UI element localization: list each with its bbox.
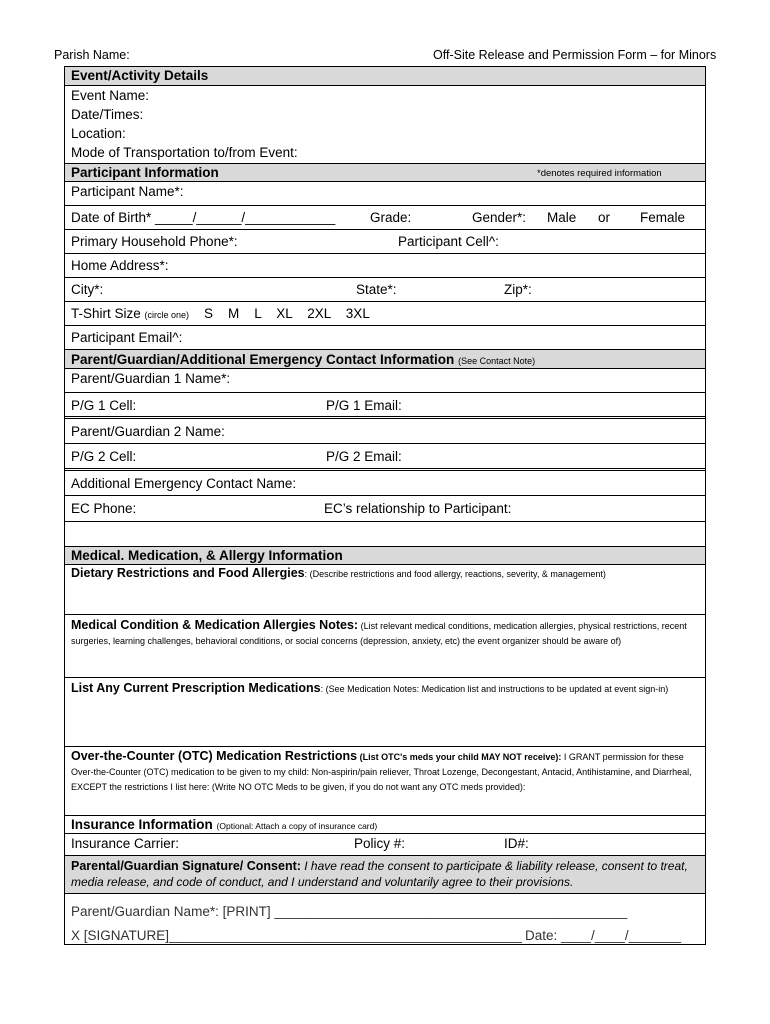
participant-cell-field[interactable]: Participant Cell^:: [398, 234, 499, 249]
circle-one-note: (circle one): [144, 310, 190, 320]
date-line[interactable]: Date: ____/____/_______: [525, 928, 682, 943]
phone-row: [65, 229, 705, 253]
otc-lead: Over-the-Counter (OTC) Medication Restrictions: [71, 749, 358, 763]
insurance-row: [65, 833, 705, 855]
required-info-note: *denotes required information: [537, 168, 662, 179]
insurance-header: [65, 815, 705, 833]
ec-phone-field[interactable]: EC Phone:: [71, 501, 137, 516]
otc-text: [71, 749, 699, 795]
consent-header: [65, 855, 705, 893]
event-name-field[interactable]: Event Name:: [71, 88, 150, 103]
pg1-name-row: [65, 368, 705, 392]
consent-lead: Parental/Guardian Signature/ Consent:: [71, 859, 301, 873]
medical-condition-text: [71, 618, 699, 649]
signature-block: [65, 893, 705, 945]
participant-email-row: [65, 325, 705, 349]
pg2-name-row: [65, 416, 705, 443]
gender-male-option[interactable]: Male: [547, 210, 577, 225]
gender-label: Gender*:: [472, 210, 527, 225]
gender-female-option[interactable]: Female: [640, 210, 686, 225]
medical-condition-lead: Medical Condition & Medication Allergies Notes:: [71, 618, 359, 632]
grade-field[interactable]: Grade:: [370, 210, 412, 225]
consent-body: I have read the consent to participate & liability release, consent to treat, media release, and code of conduct, and I understand and voluntarily agree to their provisions.: [71, 859, 688, 889]
insurance-note: (Optional: Attach a copy of insurance card): [216, 821, 378, 831]
city-field[interactable]: City*:: [71, 282, 104, 297]
insurance-carrier-field[interactable]: Insurance Carrier:: [71, 836, 180, 851]
participant-section-title: Participant Information: [71, 165, 219, 180]
form-title: Off-Site Release and Permission Form – for Minors: [433, 48, 717, 62]
contact-note: (See Contact Note): [458, 356, 536, 366]
print-name-line[interactable]: Parent/Guardian Name*: [PRINT] _______________________________________________: [71, 904, 628, 919]
transportation-field[interactable]: Mode of Transportation to/from Event:: [71, 145, 298, 160]
gender-or-text: or: [598, 210, 611, 225]
pg1-email-field[interactable]: P/G 1 Email:: [326, 398, 402, 413]
dietary-note: : (Describe restrictions and food allergy, reactions, severity, & management): [304, 569, 606, 579]
participant-email-field[interactable]: Participant Email^:: [71, 330, 183, 345]
dietary-block[interactable]: [65, 564, 705, 614]
prescription-block[interactable]: [65, 677, 705, 746]
city-row: [65, 277, 705, 301]
participant-name-row: [65, 181, 705, 205]
medical-section-title: Medical. Medication, & Allergy Information: [71, 548, 343, 563]
ec-relationship-field[interactable]: EC’s relationship to Participant:: [324, 501, 512, 516]
participant-section-header: [65, 163, 705, 181]
event-section-title: Event/Activity Details: [71, 68, 209, 83]
otc-bold-note: (List OTC's meds your child MAY NOT receive):: [357, 752, 562, 762]
medical-section-header: [65, 546, 705, 564]
pg2-name-field[interactable]: Parent/Guardian 2 Name:: [71, 424, 225, 439]
parish-name-label: Parish Name:: [54, 48, 130, 62]
event-location-field[interactable]: Location:: [71, 126, 126, 141]
medical-condition-note: (List relevant medical conditions, medication allergies, physical restrictions, recent surgeries, learning challenges, behavioral conditions, or social concerns (depression, anxiety, etc) the event organizer should be aware of): [71, 621, 687, 646]
prescription-note: : (See Medication Notes: Medication list and instructions to be updated at event sign-in): [320, 684, 669, 694]
zip-field[interactable]: Zip*:: [504, 282, 532, 297]
ec-contact-row: [65, 495, 705, 521]
prescription-lead: List Any Current Prescription Medications: [71, 681, 321, 695]
tshirt-label-text: T-Shirt Size: [71, 306, 141, 321]
release-form: [64, 66, 706, 945]
signature-line[interactable]: X [SIGNATURE]_______________________________________________: [71, 928, 522, 943]
otc-note: I GRANT permission for these Over-the-Counter (OTC) medication to be given to my child: Non-aspirin/pain reliever, Throat Lozenge, Decongestant, Antacid, Antihistamine, and Diarrheal, EXCEPT the restrictions I list here: (Write NO OTC Meds to be given, if you do not want any OTC meds provided):: [71, 752, 692, 792]
blank-row: [65, 521, 705, 546]
policy-number-field[interactable]: Policy #:: [354, 836, 406, 851]
dietary-text: [71, 566, 699, 582]
state-field[interactable]: State*:: [356, 282, 397, 297]
prescription-text: [71, 681, 699, 697]
contact-heading-text: Parent/Guardian/Additional Emergency Contact Information: [71, 352, 455, 367]
dob-field[interactable]: Date of Birth* _____/______/____________: [71, 210, 336, 225]
tshirt-size-label: [71, 306, 189, 321]
ec-name-field[interactable]: Additional Emergency Contact Name:: [71, 476, 297, 491]
pg2-email-field[interactable]: P/G 2 Email:: [326, 449, 402, 464]
ec-name-row: [65, 468, 705, 495]
home-address-field[interactable]: Home Address*:: [71, 258, 169, 273]
event-details: [65, 85, 705, 163]
insurance-title: [71, 817, 377, 832]
dietary-lead: Dietary Restrictions and Food Allergies: [71, 566, 305, 580]
otc-block[interactable]: [65, 746, 705, 815]
pg2-cell-field[interactable]: P/G 2 Cell:: [71, 449, 137, 464]
event-dates-field[interactable]: Date/Times:: [71, 107, 144, 122]
insurance-id-field[interactable]: ID#:: [504, 836, 529, 851]
pg1-contact-row: [65, 392, 705, 416]
pg1-cell-field[interactable]: P/G 1 Cell:: [71, 398, 137, 413]
insurance-heading-text: Insurance Information: [71, 817, 213, 832]
contact-section-title: [71, 352, 535, 367]
consent-text: [71, 858, 699, 890]
household-phone-field[interactable]: Primary Household Phone*:: [71, 234, 238, 249]
event-section-header: [65, 67, 705, 85]
pg2-contact-row: [65, 443, 705, 468]
contact-section-header: [65, 349, 705, 368]
medical-condition-block[interactable]: [65, 614, 705, 677]
address-row: [65, 253, 705, 277]
tshirt-size-options[interactable]: S M L XL 2XL 3XL: [204, 306, 370, 321]
pg1-name-field[interactable]: Parent/Guardian 1 Name*:: [71, 371, 231, 386]
dob-row: [65, 205, 705, 229]
tshirt-row: [65, 301, 705, 325]
participant-name-field[interactable]: Participant Name*:: [71, 184, 184, 199]
